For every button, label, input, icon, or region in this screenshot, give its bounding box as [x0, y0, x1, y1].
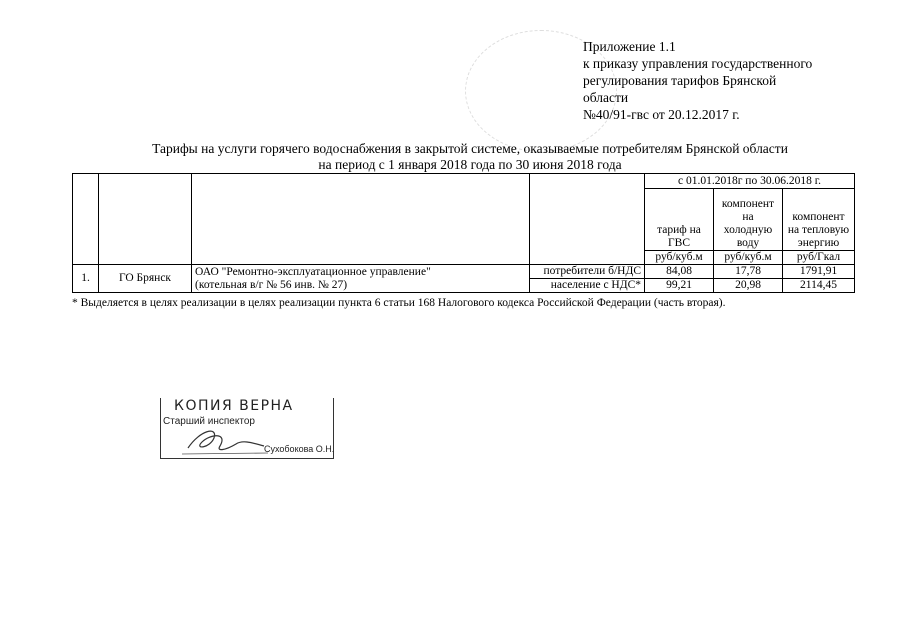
handwritten-signature	[180, 420, 270, 460]
organization-name: ОАО "Ремонтно-эксплуатационное управление"	[195, 265, 431, 278]
stamp-position: Старший инспектор	[163, 416, 255, 427]
value-cell: 99,21	[645, 279, 714, 293]
appendix-line-1: Приложение 1.1	[583, 39, 676, 54]
table-header-row-period	[73, 174, 855, 189]
appendix-line-3: регулирования тарифов Брянской	[583, 73, 777, 88]
unit-cell: руб/куб.м	[645, 251, 714, 265]
value-cell: 2114,45	[783, 279, 855, 293]
value-cell: 84,08	[645, 265, 714, 279]
title-line-1: Тарифы на услуги горячего водоснабжения в закрытой системе, оказываемые потребителям Брянской области	[152, 141, 788, 156]
appendix-line-4: области	[583, 90, 629, 105]
stamp-name: Сухобокова О.Н.	[264, 444, 335, 454]
header-cell-municipality	[99, 174, 192, 265]
appendix-line-5: №40/91-гвс от 20.12.2017 г.	[583, 107, 740, 122]
unit-cell: руб/Гкал	[783, 251, 855, 265]
value-cell: 20,98	[714, 279, 783, 293]
value-cell: 1791,91	[783, 265, 855, 279]
unit-cell: руб/куб.м	[714, 251, 783, 265]
tariff-table	[72, 173, 855, 293]
appendix-header	[583, 38, 883, 123]
header-cold-water-component: компонент на холодную воду	[714, 189, 783, 251]
document-title	[70, 141, 870, 173]
organization-cell	[192, 265, 530, 293]
header-cell-consumer	[530, 174, 645, 265]
footnote: * Выделяется в целях реализации в целях реализации пункта 6 статьи 168 Налогового кодекса Российской Федерации (часть вторая).	[72, 297, 726, 309]
header-heat-energy-component: компонент на тепловую энергию	[783, 189, 855, 251]
appendix-line-2: к приказу управления государственного	[583, 56, 813, 71]
header-cell-num	[73, 174, 99, 265]
period-header: с 01.01.2018г по 30.06.2018 г.	[645, 174, 855, 189]
title-line-2: на период с 1 января 2018 года по 30 июня 2018 года	[318, 157, 622, 172]
consumer-cell: потребители б/НДС	[530, 265, 645, 279]
consumer-cell: население с НДС*	[530, 279, 645, 293]
row-number: 1.	[73, 265, 99, 293]
municipality-cell: ГО Брянск	[99, 265, 192, 293]
organization-boiler: (котельная в/г № 56 инв. № 27)	[195, 278, 348, 291]
stamp-title: КОПИЯ ВЕРНА	[174, 398, 294, 414]
certification-stamp	[160, 398, 335, 460]
value-cell: 17,78	[714, 265, 783, 279]
header-tariff-gvs: тариф на ГВС	[645, 189, 714, 251]
table-row	[73, 265, 855, 279]
header-cell-organization	[192, 174, 530, 265]
